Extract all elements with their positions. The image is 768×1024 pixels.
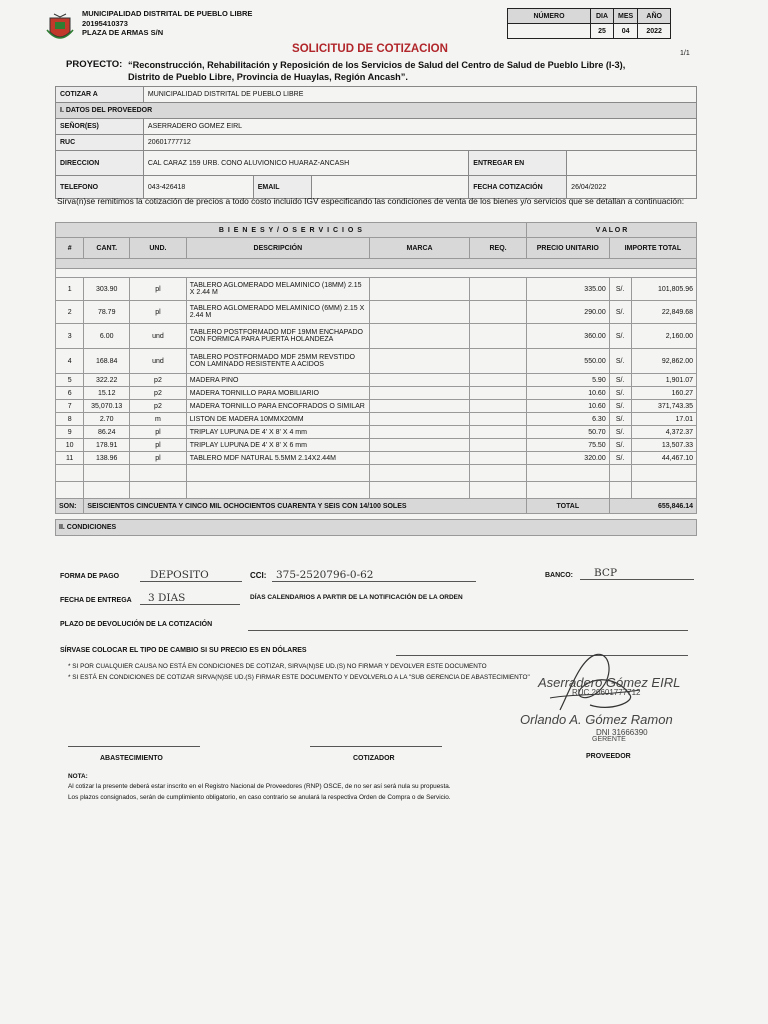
item-req [470, 374, 527, 387]
table-row [56, 400, 697, 413]
col-und-header: UND. [130, 238, 187, 259]
item-marca [369, 400, 469, 413]
nota-label: NOTA: [68, 773, 88, 780]
forma-pago-label: FORMA DE PAGO [60, 573, 120, 580]
fecha-cotizacion-value: 26/04/2022 [567, 176, 697, 199]
item-total: 22,849.68 [631, 301, 696, 324]
org-ruc: 20195410373 [82, 18, 128, 28]
item-currency: S/. [609, 349, 631, 374]
item-precio: 335.00 [526, 278, 609, 301]
items-table [55, 222, 697, 536]
item-precio: 320.00 [526, 452, 609, 465]
col-cant-header: CANT. [84, 238, 130, 259]
item-precio: 10.60 [526, 387, 609, 400]
item-und: m [130, 413, 187, 426]
col-precio-header: PRECIO UNITARIO [526, 238, 609, 259]
item-precio: 550.00 [526, 349, 609, 374]
col-desc-header: DESCRIPCIÓN [186, 238, 369, 259]
telefono-value: 043-426418 [143, 176, 253, 199]
item-marca [369, 278, 469, 301]
item-cant: 2.70 [84, 413, 130, 426]
provider-info-table [55, 86, 697, 199]
header-spacer-row [56, 259, 697, 269]
senor-label: SEÑOR(ES) [56, 119, 144, 135]
item-marca [369, 439, 469, 452]
stamp-ruc: RUC 20601777712 [572, 688, 641, 697]
item-num: 7 [56, 400, 84, 413]
mes-value: 04 [614, 24, 638, 39]
item-desc: MADERA TORNILLO PARA MOBILIARIO [186, 387, 369, 400]
item-req [470, 278, 527, 301]
stamp-name: Orlando A. Gómez Ramon [520, 712, 673, 727]
org-name: MUNICIPALIDAD DISTRITAL DE PUEBLO LIBRE [82, 9, 253, 18]
item-marca [369, 374, 469, 387]
item-total: 371,743.35 [631, 400, 696, 413]
item-req [470, 301, 527, 324]
dia-label: DIA [591, 9, 614, 24]
item-num: 8 [56, 413, 84, 426]
item-und: pl [130, 301, 187, 324]
item-currency: S/. [609, 439, 631, 452]
item-und: pl [130, 452, 187, 465]
item-precio: 75.50 [526, 439, 609, 452]
item-total: 17.01 [631, 413, 696, 426]
item-cant: 78.79 [84, 301, 130, 324]
item-precio: 5.90 [526, 374, 609, 387]
document-title: SOLICITUD DE COTIZACION [292, 43, 448, 55]
org-address: PLAZA DE ARMAS S/N [82, 28, 164, 37]
anio-value: 2022 [638, 24, 671, 39]
abastecimiento-sign-line [68, 746, 200, 747]
fecha-entrega-value: 3 DIAS [140, 592, 240, 605]
item-desc: TABLERO POSTFORMADO MDF 19MM ENCHAPADO CON FORMICA PARA PUERTA HOLANDEZA [186, 324, 369, 349]
conditions-section-label: II. CONDICIONES [56, 520, 697, 536]
table-row [56, 439, 697, 452]
item-num: 1 [56, 278, 84, 301]
entregar-value [567, 151, 697, 176]
cotizador-sign-line [310, 746, 442, 747]
ruc-value: 20601777712 [143, 135, 696, 151]
item-total: 13,507.33 [631, 439, 696, 452]
item-marca [369, 301, 469, 324]
stamp-role: GERENTE [592, 736, 626, 743]
item-precio: 360.00 [526, 324, 609, 349]
item-currency: S/. [609, 413, 631, 426]
item-num: 4 [56, 349, 84, 374]
ruc-label: RUC [56, 135, 144, 151]
plazo-label: PLAZO DE DEVOLUCIÓN DE LA COTIZACIÓN [60, 621, 213, 628]
table-row [56, 324, 697, 349]
bienes-group-header: B I E N E S Y / O S E R V I C I O S [56, 223, 527, 238]
item-cant: 322.22 [84, 374, 130, 387]
item-und: und [130, 324, 187, 349]
col-req-header: REQ. [470, 238, 527, 259]
page-number: 1/1 [680, 50, 690, 57]
total-value: 655,846.14 [609, 499, 696, 514]
cotizar-a-value: MUNICIPALIDAD DISTRITAL DE PUEBLO LIBRE [143, 87, 696, 103]
email-label: EMAIL [253, 176, 311, 199]
item-rows [56, 278, 697, 465]
item-desc: MADERA TORNILLO PARA ENCOFRADOS O SIMILAR [186, 400, 369, 413]
cotizador-label: COTIZADOR [353, 755, 395, 762]
numero-label: NÚMERO [508, 9, 591, 24]
item-und: p2 [130, 374, 187, 387]
item-req [470, 413, 527, 426]
total-label: TOTAL [526, 499, 609, 514]
item-und: p2 [130, 387, 187, 400]
nota-line-1: Al cotizar la presente deberá estar inscrito en el Registro Nacional de Proveedores (RNP) OSCE, de no ser así será nula su propuesta. [68, 783, 451, 790]
item-req [470, 439, 527, 452]
item-marca [369, 426, 469, 439]
cotizar-a-label: COTIZAR A [56, 87, 144, 103]
item-precio: 290.00 [526, 301, 609, 324]
table-row [56, 301, 697, 324]
table-row [56, 426, 697, 439]
col-marca-header: MARCA [369, 238, 469, 259]
fecha-cotizacion-label: FECHA COTIZACIÓN [469, 176, 567, 199]
item-desc: LISTON DE MADERA 10MMX20MM [186, 413, 369, 426]
item-currency: S/. [609, 301, 631, 324]
tipo-cambio-text: SÍRVASE COLOCAR EL TIPO DE CAMBIO SI SU PRECIO ES EN DÓLARES [60, 647, 307, 654]
item-num: 2 [56, 301, 84, 324]
item-precio: 50.70 [526, 426, 609, 439]
col-num-header: # [56, 238, 84, 259]
item-und: pl [130, 278, 187, 301]
son-text: SEISCIENTOS CINCUENTA Y CINCO MIL OCHOCIENTOS CUARENTA Y SEIS CON 14/100 SOLES [84, 499, 527, 514]
project-line-1: “Reconstrucción, Rehabilitación y Reposición de los Servicios de Salud del Centro de Salud de Pueblo Libre (I-3), [128, 60, 626, 70]
item-desc: TABLERO AGLOMERADO MELAMINICO (18MM) 2.15 X 2.44 M [186, 278, 369, 301]
intro-text: Sirva(n)se remitimos la cotización de precios a todo costo incluido IGV especificando las condiciones de venta de los bienes y/o servicios que se detallan a continuación: [57, 196, 685, 206]
item-total: 44,467.10 [631, 452, 696, 465]
item-und: pl [130, 426, 187, 439]
col-importe-header: IMPORTE TOTAL [609, 238, 696, 259]
item-desc: TABLERO POSTFORMADO MDF 25MM REVSTIDO CON LAMINADO RESISTENTE A ACIDOS [186, 349, 369, 374]
item-und: pl [130, 439, 187, 452]
item-num: 6 [56, 387, 84, 400]
item-currency: S/. [609, 400, 631, 413]
entregar-label: ENTREGAR EN [469, 151, 567, 176]
item-desc: TABLERO AGLOMERADO MELAMINICO (6MM) 2.15 X 2.44 M [186, 301, 369, 324]
item-req [470, 324, 527, 349]
item-currency: S/. [609, 387, 631, 400]
item-cant: 178.91 [84, 439, 130, 452]
item-total: 92,862.00 [631, 349, 696, 374]
item-total: 1,901.07 [631, 374, 696, 387]
item-cant: 138.96 [84, 452, 130, 465]
item-currency: S/. [609, 374, 631, 387]
direccion-label: DIRECCION [56, 151, 144, 176]
direccion-value: CAL CARAZ 159 URB. CONO ALUVIONICO HUARAZ-ANCASH [143, 151, 468, 176]
stamp-dni: DNI 31666390 [596, 728, 648, 737]
item-cant: 303.90 [84, 278, 130, 301]
item-desc: TABLERO MDF NATURAL 5.5MM 2.14X2.44M [186, 452, 369, 465]
fecha-entrega-label: FECHA DE ENTREGA [60, 597, 132, 604]
item-num: 11 [56, 452, 84, 465]
table-row [56, 413, 697, 426]
mes-label: MES [614, 9, 638, 24]
table-row [56, 278, 697, 301]
item-num: 3 [56, 324, 84, 349]
project-text [128, 59, 648, 83]
item-und: p2 [130, 400, 187, 413]
banco-value: BCP [580, 567, 694, 580]
item-precio: 6.30 [526, 413, 609, 426]
banco-label: BANCO: [545, 572, 573, 579]
anio-label: AÑO [638, 9, 671, 24]
item-num: 9 [56, 426, 84, 439]
item-marca [369, 413, 469, 426]
table-row [56, 387, 697, 400]
note-1: * SI POR CUALQUIER CAUSA NO ESTÁ EN CONDICIONES DE COTIZAR, SIRVA(N)SE UD.(S) NO FIRMAR Y DEVOLVER ESTE DOCUMENTO [68, 663, 487, 670]
note-2: * SI ESTÁ EN CONDICIONES DE COTIZAR SIRVA(N)SE UD.(S) FIRMAR ESTE DOCUMENTO Y DEVOLVERLO A LA "SUB GERENCIA DE ABASTECIMIENTO" [68, 674, 530, 681]
dias-text: DÍAS CALENDARIOS A PARTIR DE LA NOTIFICACIÓN DE LA ORDEN [250, 594, 463, 601]
item-req [470, 426, 527, 439]
abastecimiento-label: ABASTECIMIENTO [100, 755, 163, 762]
provider-section-label: I. DATOS DEL PROVEEDOR [56, 103, 697, 119]
numero-value [508, 24, 591, 39]
item-currency: S/. [609, 324, 631, 349]
item-cant: 168.84 [84, 349, 130, 374]
item-total: 160.27 [631, 387, 696, 400]
item-req [470, 400, 527, 413]
item-marca [369, 349, 469, 374]
son-label: SON: [56, 499, 84, 514]
item-currency: S/. [609, 452, 631, 465]
project-line-2: Distrito de Pueblo Libre, Provincia de Huaylas, Región Ancash”. [128, 72, 408, 82]
table-row [56, 374, 697, 387]
stamp-company: Aserradero Gómez EIRL [538, 675, 681, 690]
plazo-line [248, 620, 688, 631]
item-desc: TRIPLAY LUPUNA DE 4' X 8' X 4 mm [186, 426, 369, 439]
table-row [56, 349, 697, 374]
item-total: 2,160.00 [631, 324, 696, 349]
valor-group-header: V A L O R [526, 223, 696, 238]
org-header [82, 9, 252, 38]
item-marca [369, 387, 469, 400]
item-desc: MADERA PINO [186, 374, 369, 387]
cci-label: CCI: [250, 571, 267, 580]
item-cant: 35,070.13 [84, 400, 130, 413]
senor-value: ASERRADERO GOMEZ EIRL [143, 119, 696, 135]
item-und: und [130, 349, 187, 374]
project-label: PROYECTO: [66, 59, 123, 70]
item-marca [369, 324, 469, 349]
item-currency: S/. [609, 278, 631, 301]
item-desc: TRIPLAY LUPUNA DE 4' X 8' X 6 mm [186, 439, 369, 452]
cci-value: 375-2520796-0-62 [272, 569, 476, 582]
municipal-crest-icon [46, 12, 74, 44]
item-num: 5 [56, 374, 84, 387]
item-precio: 10.60 [526, 400, 609, 413]
doc-number-table [507, 8, 671, 39]
telefono-label: TELEFONO [56, 176, 144, 199]
proveedor-label: PROVEEDOR [586, 753, 631, 760]
spacer-row [56, 269, 697, 278]
nota-line-2: Los plazos consignados, serán de cumplimiento obligatorio, en caso contrario se anulará la respectiva Orden de Compra o de Servicio. [68, 794, 451, 801]
item-cant: 6.00 [84, 324, 130, 349]
item-currency: S/. [609, 426, 631, 439]
item-total: 101,805.96 [631, 278, 696, 301]
item-total: 4,372.37 [631, 426, 696, 439]
table-row [56, 452, 697, 465]
item-req [470, 452, 527, 465]
forma-pago-value: DEPOSITO [140, 569, 242, 582]
item-req [470, 349, 527, 374]
item-num: 10 [56, 439, 84, 452]
dia-value: 25 [591, 24, 614, 39]
item-marca [369, 452, 469, 465]
item-cant: 86.24 [84, 426, 130, 439]
item-cant: 15.12 [84, 387, 130, 400]
item-req [470, 387, 527, 400]
